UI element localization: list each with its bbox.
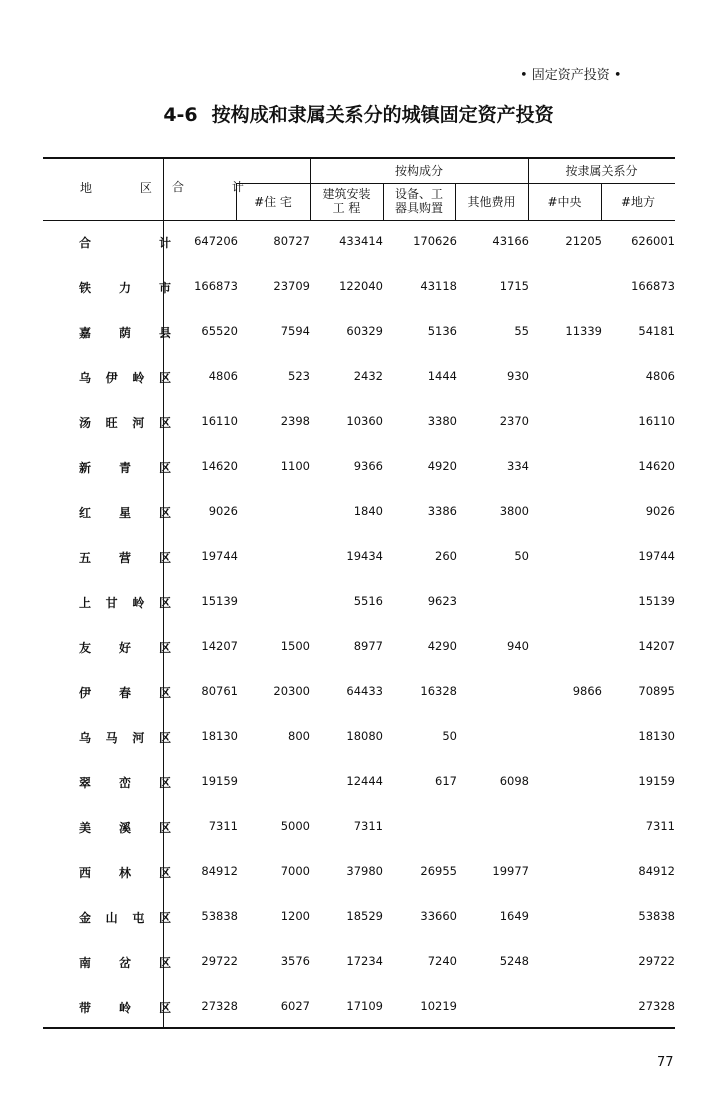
cell-equipment: 43118 [420, 279, 457, 293]
cell-total: 7311 [208, 819, 238, 833]
cell-equipment: 260 [435, 549, 457, 563]
cell-construction: 433414 [339, 234, 383, 248]
cell-equipment: 3380 [427, 414, 457, 428]
cell-total: 15139 [201, 594, 238, 608]
cell-total: 14620 [201, 459, 238, 473]
cell-other: 55 [514, 324, 529, 338]
header-construction-line1: 建筑安装 [322, 187, 371, 201]
cell-housing: 7000 [280, 864, 310, 878]
cell-equipment: 10219 [420, 999, 457, 1013]
header-bottom-rule [43, 220, 675, 221]
cell-construction: 18529 [346, 909, 383, 923]
cell-total: 29722 [201, 954, 238, 968]
cell-other: 2370 [499, 414, 529, 428]
cell-other: 6098 [499, 774, 529, 788]
region-name: 金山屯区 [79, 911, 171, 925]
region-name: 南岔区 [79, 956, 171, 970]
region-name: 西林区 [79, 866, 171, 880]
cell-local: 53838 [638, 909, 675, 923]
cell-total: 166873 [194, 279, 238, 293]
cell-total: 19744 [201, 549, 238, 563]
cell-local: 84912 [638, 864, 675, 878]
cell-total: 84912 [201, 864, 238, 878]
header-equipment-line1: 设备、工 [394, 187, 443, 201]
header-housing: #住 宅 [254, 195, 292, 209]
cell-construction: 5516 [353, 594, 383, 608]
header-local: #地方 [620, 195, 656, 209]
cell-construction: 37980 [346, 864, 383, 878]
cell-housing: 7594 [280, 324, 310, 338]
cell-local: 14620 [638, 459, 675, 473]
cell-housing: 1200 [280, 909, 310, 923]
header-construction-line2: 工 程 [332, 201, 361, 215]
cell-central: 11339 [565, 324, 602, 338]
table-row [43, 864, 675, 884]
cell-other: 940 [507, 639, 529, 653]
cell-housing: 2398 [280, 414, 310, 428]
cell-equipment: 4290 [427, 639, 457, 653]
header-equipment-line2: 器具购置 [394, 201, 443, 215]
cell-construction: 64433 [346, 684, 383, 698]
table-row [43, 549, 675, 569]
region-name: 五营区 [79, 551, 171, 565]
header-central: #中央 [547, 195, 582, 209]
table-row [43, 999, 675, 1019]
table-row [43, 819, 675, 839]
region-name: 带岭区 [79, 1001, 171, 1015]
cell-other: 930 [507, 369, 529, 383]
region-name: 新青区 [79, 461, 171, 475]
cell-equipment: 3386 [427, 504, 457, 518]
table-title-text: 按构成和隶属关系分的城镇固定资产投资 [211, 104, 554, 126]
region-name: 美溪区 [79, 821, 171, 835]
cell-construction: 18080 [346, 729, 383, 743]
table-row [43, 594, 675, 614]
cell-housing: 23709 [273, 279, 310, 293]
cell-other: 1649 [499, 909, 529, 923]
table-title [0, 100, 717, 127]
cell-other: 43166 [492, 234, 529, 248]
bottom-rule [43, 1027, 675, 1029]
cell-total: 19159 [201, 774, 238, 788]
table-row [43, 369, 675, 389]
cell-local: 29722 [638, 954, 675, 968]
cell-construction: 19434 [346, 549, 383, 563]
cell-local: 9026 [645, 504, 675, 518]
cell-other: 3800 [499, 504, 529, 518]
table-row [43, 684, 675, 704]
cell-local: 70895 [638, 684, 675, 698]
page-number: 77 [657, 1055, 674, 1070]
cell-other: 50 [514, 549, 529, 563]
region-name: 红星区 [79, 506, 171, 520]
cell-housing: 1100 [280, 459, 310, 473]
table-row [43, 279, 675, 299]
header-region: 地 区 [80, 181, 174, 195]
cell-local: 14207 [638, 639, 675, 653]
cell-construction: 60329 [346, 324, 383, 338]
cell-local: 166873 [631, 279, 675, 293]
region-name: 伊春区 [79, 686, 171, 700]
cell-total: 53838 [201, 909, 238, 923]
cell-equipment: 9623 [427, 594, 457, 608]
cell-equipment: 4920 [427, 459, 457, 473]
header-by-composition: 按构成分 [394, 164, 443, 178]
table-number: 4-6 [163, 104, 198, 126]
cell-construction: 8977 [353, 639, 383, 653]
table-row [43, 729, 675, 749]
cell-equipment: 7240 [427, 954, 457, 968]
cell-equipment: 26955 [420, 864, 457, 878]
cell-total: 65520 [201, 324, 238, 338]
cell-housing: 5000 [280, 819, 310, 833]
cell-construction: 12444 [346, 774, 383, 788]
cell-total: 647206 [194, 234, 238, 248]
cell-total: 4806 [208, 369, 238, 383]
cell-central: 21205 [565, 234, 602, 248]
region-name: 友好区 [79, 641, 171, 655]
cell-other: 334 [507, 459, 529, 473]
cell-housing: 6027 [280, 999, 310, 1013]
cell-housing: 800 [288, 729, 310, 743]
cell-equipment: 170626 [413, 234, 457, 248]
cell-construction: 7311 [353, 819, 383, 833]
cell-construction: 1840 [353, 504, 383, 518]
table-row [43, 909, 675, 929]
cell-housing: 1500 [280, 639, 310, 653]
cell-central: 9866 [572, 684, 602, 698]
header-other: 其他费用 [467, 195, 516, 209]
region-name: 汤旺河区 [79, 416, 171, 430]
cell-local: 18130 [638, 729, 675, 743]
table-row [43, 774, 675, 794]
cell-local: 27328 [638, 999, 675, 1013]
cell-construction: 9366 [353, 459, 383, 473]
cell-total: 80761 [201, 684, 238, 698]
cell-local: 19159 [638, 774, 675, 788]
cell-local: 54181 [638, 324, 675, 338]
cell-local: 4806 [645, 369, 675, 383]
cell-local: 7311 [645, 819, 675, 833]
cell-total: 27328 [201, 999, 238, 1013]
region-name: 嘉荫县 [79, 326, 171, 340]
table-row [43, 414, 675, 434]
cell-equipment: 5136 [427, 324, 457, 338]
header-mid-rule [236, 183, 675, 184]
table-row [43, 639, 675, 659]
cell-equipment: 50 [442, 729, 457, 743]
region-name: 铁力市 [79, 281, 171, 295]
cell-construction: 2432 [353, 369, 383, 383]
header-total: 合 计 [172, 180, 266, 194]
cell-other: 5248 [499, 954, 529, 968]
header-by-affiliation: 按隶属关系分 [565, 164, 638, 178]
region-name: 上甘岭区 [79, 596, 171, 610]
running-head: • 固定资产投资 • [520, 68, 622, 83]
table-row [43, 459, 675, 479]
region-name: 乌马河区 [79, 731, 171, 745]
cell-local: 626001 [631, 234, 675, 248]
cell-equipment: 33660 [420, 909, 457, 923]
cell-housing: 523 [288, 369, 310, 383]
cell-construction: 17109 [346, 999, 383, 1013]
cell-housing: 80727 [273, 234, 310, 248]
table-row [43, 504, 675, 524]
top-rule [43, 157, 675, 159]
cell-other: 19977 [492, 864, 529, 878]
cell-total: 9026 [208, 504, 238, 518]
cell-other: 1715 [499, 279, 529, 293]
cell-local: 19744 [638, 549, 675, 563]
cell-equipment: 617 [435, 774, 457, 788]
cell-local: 16110 [638, 414, 675, 428]
cell-total: 16110 [201, 414, 238, 428]
cell-construction: 122040 [339, 279, 383, 293]
cell-equipment: 1444 [427, 369, 457, 383]
table-row [43, 234, 675, 254]
cell-housing: 3576 [280, 954, 310, 968]
cell-total: 18130 [201, 729, 238, 743]
region-name: 翠峦区 [79, 776, 171, 790]
cell-construction: 10360 [346, 414, 383, 428]
cell-housing: 20300 [273, 684, 310, 698]
cell-total: 14207 [201, 639, 238, 653]
cell-equipment: 16328 [420, 684, 457, 698]
region-name: 合 计 [79, 236, 171, 250]
table-row [43, 954, 675, 974]
region-name: 乌伊岭区 [79, 371, 171, 385]
cell-construction: 17234 [346, 954, 383, 968]
cell-local: 15139 [638, 594, 675, 608]
table-row [43, 324, 675, 344]
